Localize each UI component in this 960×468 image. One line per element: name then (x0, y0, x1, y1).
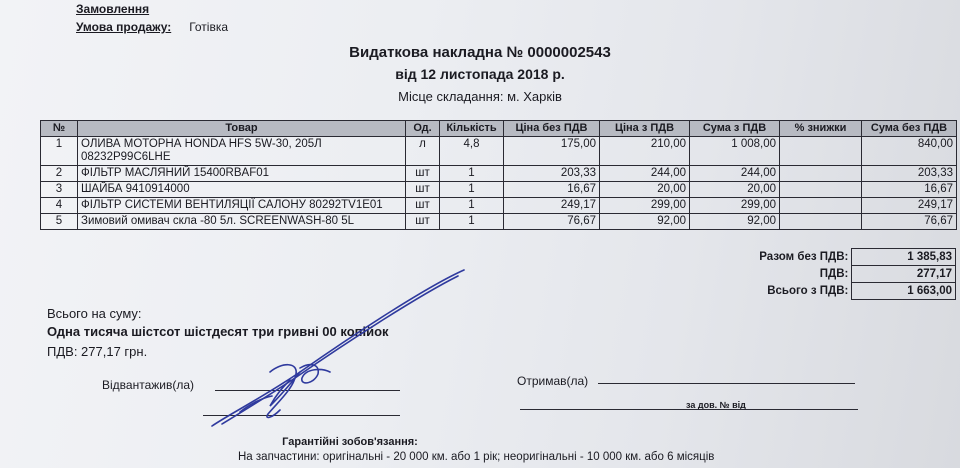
cell-sum-no-vat: 203,33 (862, 166, 957, 182)
vat-label: ПДВ: (819, 268, 849, 280)
order-label: Замовлення (76, 2, 150, 16)
cell-discount (780, 137, 862, 166)
cell-discount (780, 198, 862, 214)
cell-price-no-vat: 16,67 (504, 182, 600, 198)
cell-sum-no-vat: 16,67 (862, 182, 957, 198)
power-of-attorney-line (520, 409, 858, 410)
cell-quantity: 1 (440, 166, 504, 182)
cell-sum-vat: 20,00 (690, 182, 780, 198)
cell-discount (780, 214, 862, 230)
shipped-by-label: Відвантажив(ла) (102, 378, 195, 392)
col-header-unit: Од. (406, 121, 440, 137)
subtotal-label: Разом без ПДВ: (759, 251, 849, 263)
cell-sum-no-vat: 840,00 (862, 137, 957, 166)
cell-product: ФІЛЬТР МАСЛЯНИЙ 15400RBAF01 (78, 166, 406, 182)
cell-price-no-vat: 249,17 (504, 198, 600, 214)
cell-unit: шт (406, 182, 440, 198)
col-header-sum-no-vat: Сума без ПДВ (862, 121, 957, 137)
cell-sum-vat: 92,00 (690, 214, 780, 230)
sale-condition (76, 20, 228, 34)
col-header-sum-vat: Сума з ПДВ (690, 121, 780, 137)
guarantee-title: Гарантійні зобов'язання: (282, 436, 418, 448)
table-row (41, 137, 957, 166)
cell-number: 3 (41, 182, 78, 198)
col-header-discount: % знижки (780, 121, 862, 137)
cell-product: ФІЛЬТР СИСТЕМИ ВЕНТИЛЯЦІЇ САЛОНУ 80292TV1E01 (78, 198, 406, 214)
invoice-date: від 12 листопада 2018 р. (395, 66, 565, 82)
total-value: 1 663,00 (852, 283, 956, 300)
sale-condition-value: Готівка (189, 20, 229, 34)
col-header-quantity: Кількість (440, 121, 504, 137)
cell-number: 5 (41, 214, 78, 230)
totals-row-total (720, 283, 956, 300)
cell-product: ШАЙБА 9410914000 (78, 182, 406, 198)
cell-price-no-vat: 76,67 (504, 214, 600, 230)
cell-unit: шт (406, 214, 440, 230)
received-by-label: Отримав(ла) (517, 374, 589, 388)
power-of-attorney-label: за дов. № від (686, 400, 746, 410)
cell-unit: шт (406, 166, 440, 182)
cell-sum-no-vat: 249,17 (862, 198, 957, 214)
totals-row-vat (720, 266, 956, 283)
cell-price-vat: 92,00 (600, 214, 690, 230)
invoice-title: Видаткова накладна № 0000002543 (349, 44, 611, 61)
totals-row-subtotal (720, 249, 956, 266)
invoice-place: Місце складання: м. Харків (398, 89, 562, 104)
cell-product: Зимовий омивач скла -80 5л. SCREENWASH-80 5L (78, 214, 406, 230)
items-table (40, 120, 957, 230)
guarantee-text: На запчастини: оригінальні - 20 000 км. або 1 рік; неоригінальні - 10 000 км. або 6 місяців (238, 451, 715, 463)
cell-sum-vat: 1 008,00 (690, 137, 780, 166)
cell-number: 1 (41, 137, 78, 166)
cell-number: 2 (41, 166, 78, 182)
col-header-price-no-vat: Ціна без ПДВ (504, 121, 600, 137)
cell-quantity: 1 (440, 214, 504, 230)
total-label: Всього з ПДВ: (767, 285, 849, 297)
cell-quantity: 1 (440, 182, 504, 198)
cell-price-no-vat: 175,00 (504, 137, 600, 166)
cell-discount (780, 182, 862, 198)
cell-sum-vat: 299,00 (690, 198, 780, 214)
cell-number: 4 (41, 198, 78, 214)
received-signature-line (598, 383, 855, 384)
cell-unit: шт (406, 198, 440, 214)
cell-quantity: 4,8 (440, 137, 504, 166)
col-header-product: Товар (78, 121, 406, 137)
cell-sum-no-vat: 76,67 (862, 214, 957, 230)
cell-sum-vat: 244,00 (690, 166, 780, 182)
sum-total-label: Всього на суму: (47, 306, 142, 321)
cell-quantity: 1 (440, 198, 504, 214)
totals-table (720, 248, 956, 300)
col-header-price-vat: Ціна з ПДВ (600, 121, 690, 137)
cell-discount (780, 166, 862, 182)
shipped-signature-line (215, 390, 400, 391)
sale-condition-label: Умова продажу: (76, 20, 172, 34)
table-row (41, 214, 957, 230)
col-header-number: № (41, 121, 78, 137)
subtotal-value: 1 385,83 (852, 249, 956, 266)
vat-summary-line: ПДВ: 277,17 грн. (47, 344, 148, 359)
cell-price-vat: 244,00 (600, 166, 690, 182)
vat-value: 277,17 (852, 266, 956, 283)
table-row (41, 198, 957, 214)
cell-unit: л (406, 137, 440, 166)
shipped-name-line (203, 415, 400, 416)
cell-price-vat: 210,00 (600, 137, 690, 166)
table-row (41, 182, 957, 198)
cell-product: ОЛИВА МОТОРНА HONDA HFS 5W-30, 205Л 08232P99C6LHE (78, 137, 406, 166)
table-row (41, 166, 957, 182)
table-header-row (41, 121, 957, 137)
cell-price-no-vat: 203,33 (504, 166, 600, 182)
sum-total-words: Одна тисяча шістсот шістдесят три гривні 00 копійок (47, 324, 389, 339)
cell-price-vat: 299,00 (600, 198, 690, 214)
cell-price-vat: 20,00 (600, 182, 690, 198)
